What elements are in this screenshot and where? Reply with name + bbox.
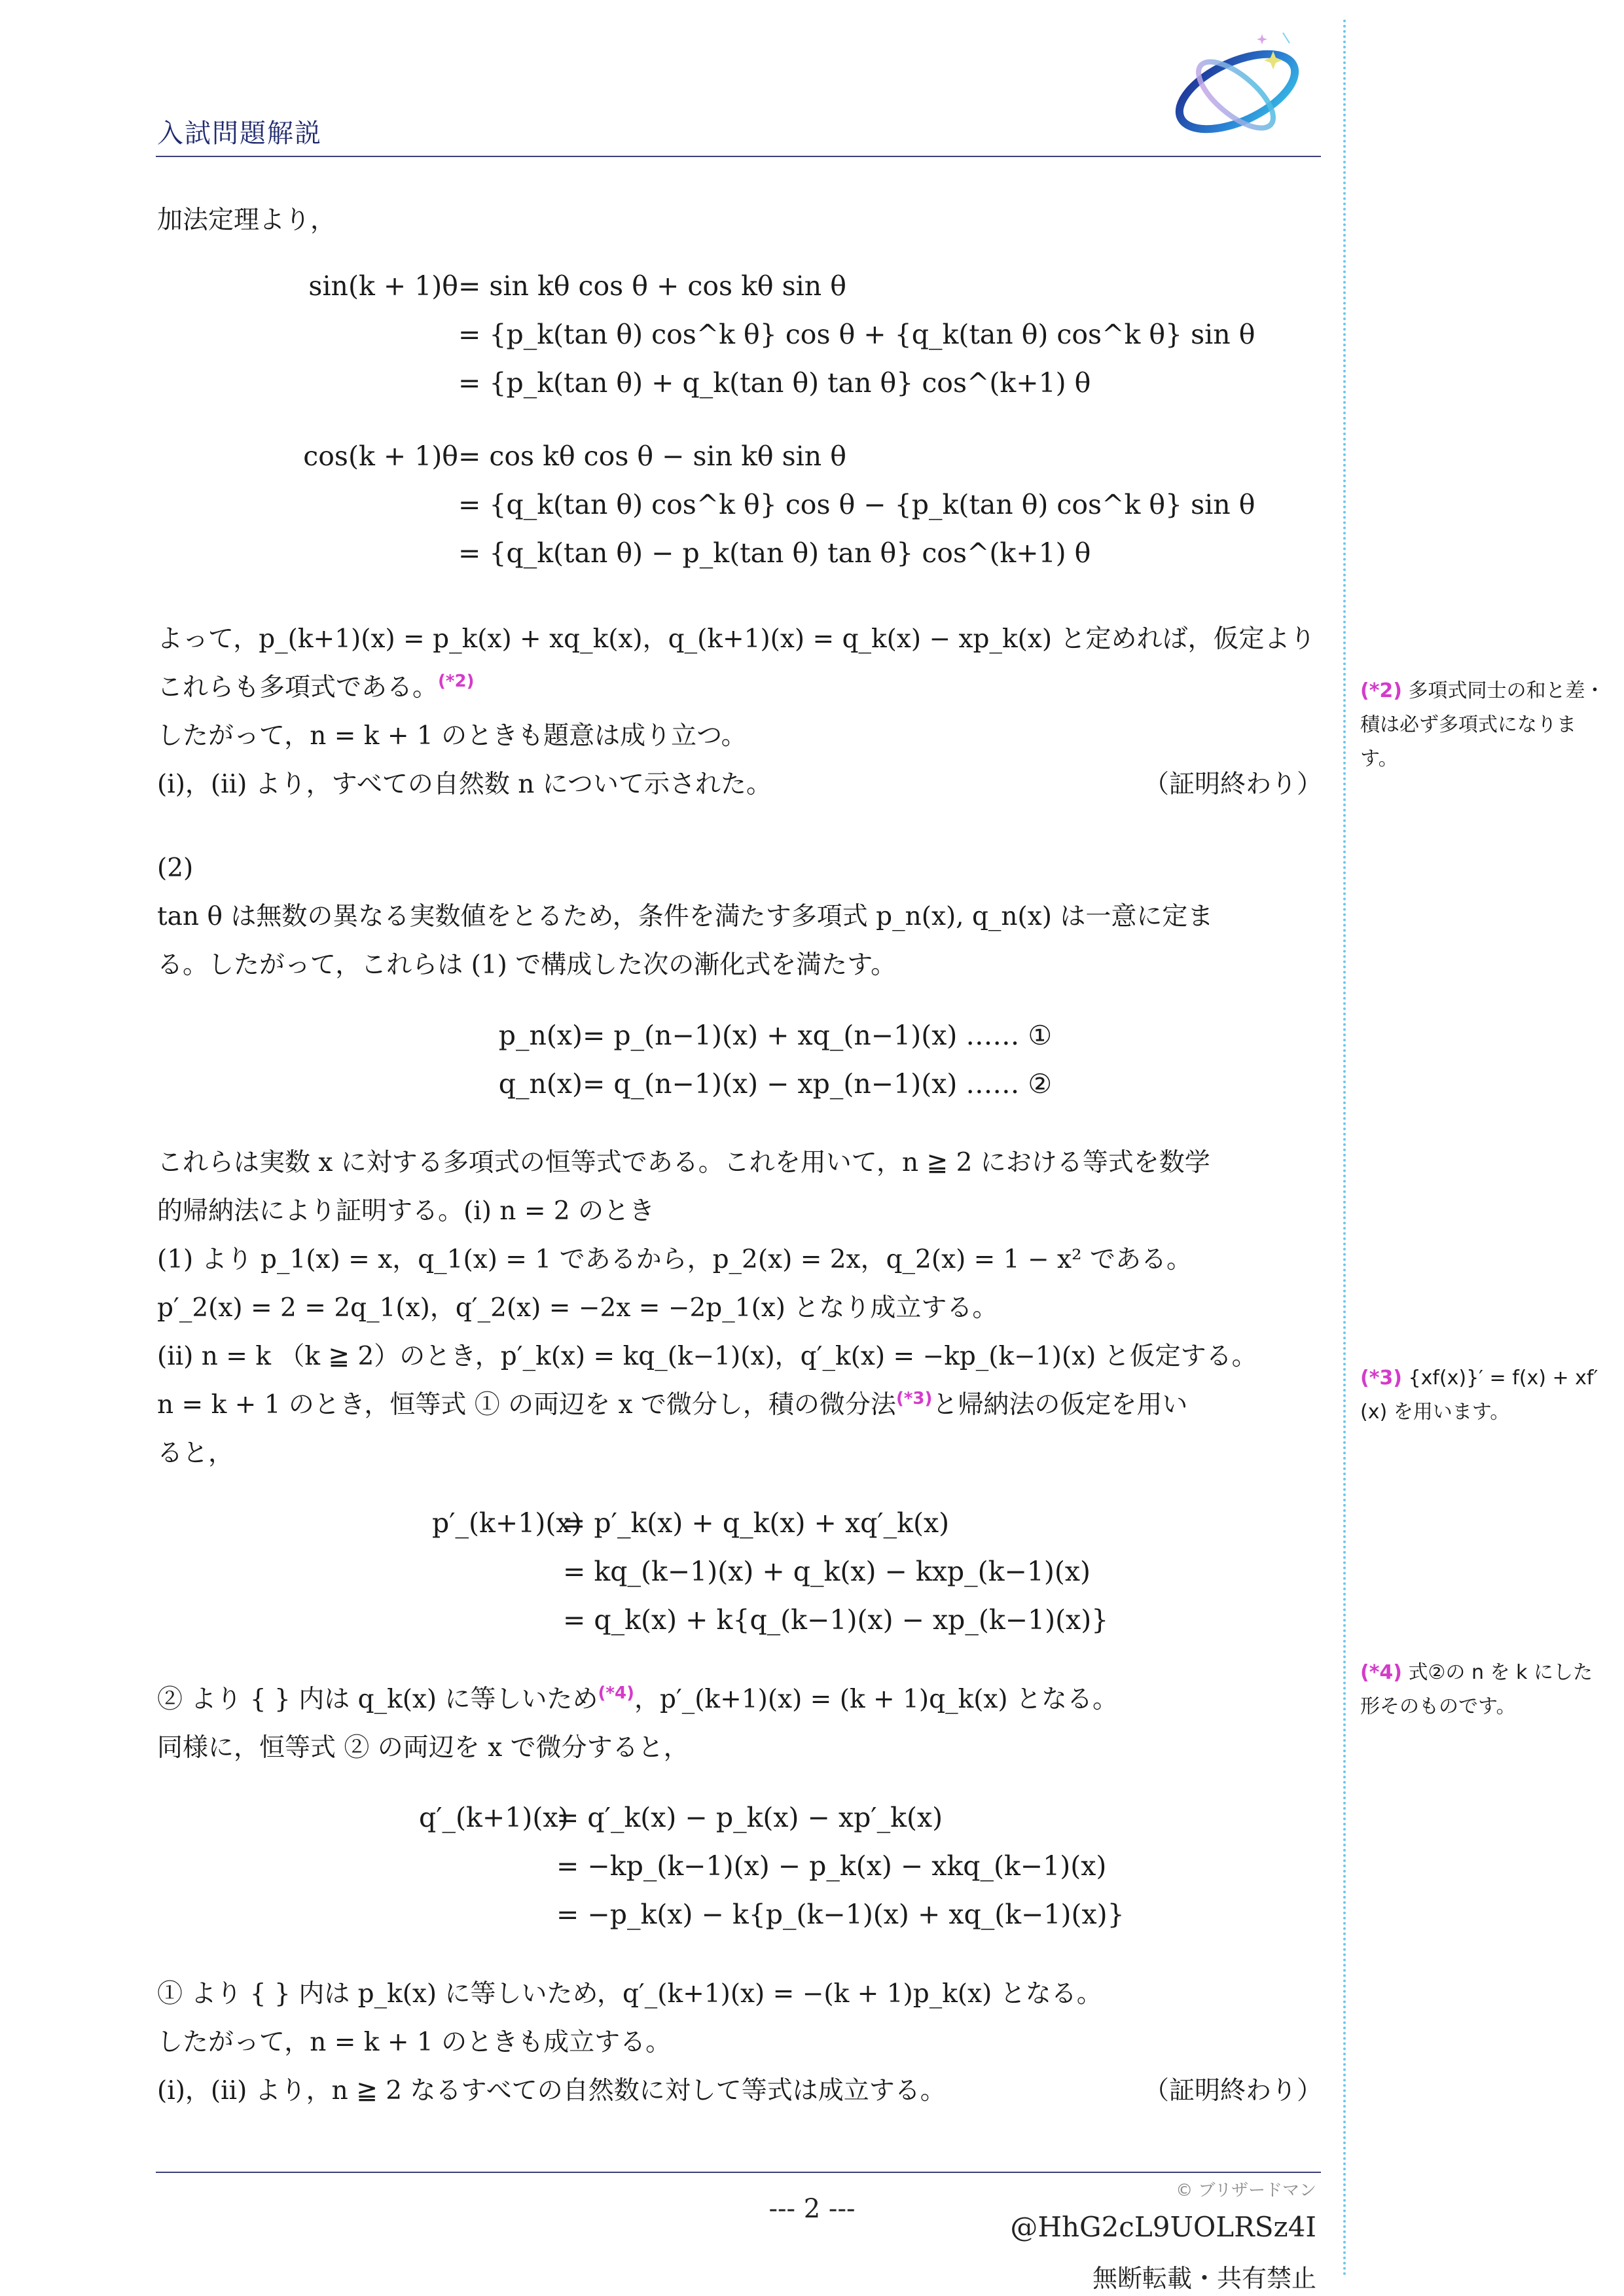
paragraph-p5-2: したがって，n = k + 1 のときも成立する。	[157, 2028, 672, 2057]
side-note-text: 多項式同士の和と差・積は必ず多項式になります。	[1360, 679, 1605, 770]
derivative-p	[432, 1499, 949, 1547]
paragraph-hence-1: よって，p_(k+1)(x) = p_k(x) + xq_k(x)，q_(k+1)(x) = q_k(x) − xp_k(x) と定めれば，仮定より	[157, 624, 1316, 654]
equation-rhs: = p′_k(x) + q_k(x) + xq′_k(x)	[563, 1507, 950, 1539]
copyright-text: © ブリザードマン	[1176, 2181, 1316, 2200]
equation-cos	[295, 432, 846, 480]
paragraph-p4-2: 同様に，恒等式 ② の両辺を x で微分すると，	[157, 1733, 689, 1763]
equation-lhs: sin(k + 1)θ	[308, 270, 458, 302]
p3-6-text-b: と帰納法の仮定を用い	[932, 1390, 1188, 1420]
paragraph-p5-3	[157, 2067, 1322, 2115]
derivative-q	[419, 1793, 943, 1842]
paragraph-conclusion-1	[157, 761, 1322, 809]
recurrence-1	[471, 1011, 1052, 1060]
hence-text: これらも多項式である。	[157, 673, 439, 702]
copy-notice: 無断転載・共有禁止	[1092, 2264, 1316, 2293]
footer-divider	[156, 2172, 1321, 2173]
part-2-heading: (2)	[157, 853, 194, 883]
side-note-tag: (*3)	[1360, 1367, 1402, 1390]
page-number: --- 2 ---	[768, 2194, 856, 2224]
paragraph-p3-4: p′_2(x) = 2 = 2q_1(x)，q′_2(x) = −2x = −2p_1(x) となり成立する。	[157, 1293, 998, 1323]
paragraph-p3-7: ると，	[157, 1439, 234, 1468]
equation-rhs: = cos kθ cos θ − sin kθ sin θ	[458, 440, 846, 472]
equation-rhs: = q_(n−1)(x) − xp_(n−1)(x) …… ②	[583, 1068, 1053, 1100]
paragraph-p5-1: ① より { } 内は p_k(x) に等しいため，q′_(k+1)(x) = −(k + 1)p_k(x) となる。	[157, 1979, 1102, 2009]
conclusion-text: (i)，(ii) より，すべての自然数 n について示された。	[157, 770, 772, 799]
equation-rhs: = p_(n−1)(x) + xq_(n−1)(x) …… ①	[583, 1020, 1053, 1051]
paragraph-hence-3: したがって，n = k + 1 のときも題意は成り立つ。	[157, 721, 747, 751]
note-ref-4: (*4)	[598, 1683, 634, 1703]
p3-6-text-a: n = k + 1 のとき，恒等式 ① の両辺を x で微分し，積の微分法	[157, 1390, 896, 1420]
proof-end-mark: （証明終わり）	[1143, 770, 1322, 799]
side-note-text: 式②の n を k にした形そのものです。	[1360, 1661, 1593, 1718]
equation-lhs: q_n(x)	[498, 1068, 583, 1100]
side-note-2	[1360, 674, 1609, 776]
equation-line: = −kp_(k−1)(x) − p_k(x) − xkq_(k−1)(x)	[556, 1850, 1107, 1882]
equation-lhs: p_n(x)	[498, 1020, 583, 1051]
equation-lhs: cos(k + 1)θ	[303, 440, 458, 472]
watermark-id: @HhG2cL9UOLRSz4I	[1010, 2211, 1316, 2243]
equation-line: = {p_k(tan θ) cos^k θ} cos θ + {q_k(tan θ) cos^k θ} sin θ	[458, 319, 1255, 350]
side-note-tag: (*4)	[1360, 1661, 1402, 1684]
paragraph-hence-2	[157, 664, 1322, 712]
paragraph-p3-5: (ii) n = k （k ≧ 2）のとき，p′_k(x) = kq_(k−1)(x)，q′_k(x) = −kp_(k−1)(x) と仮定する。	[157, 1342, 1257, 1371]
equation-lhs: q′_(k+1)(x)	[419, 1802, 569, 1833]
note-ref-3: (*3)	[895, 1389, 933, 1408]
conclusion-text: (i)，(ii) より，n ≧ 2 なるすべての自然数に対して等式は成立する。	[157, 2076, 946, 2106]
equation-lhs: p′_(k+1)(x)	[432, 1507, 582, 1539]
equation-rhs: = sin kθ cos θ + cos kθ sin θ	[458, 270, 846, 302]
paragraph-p2-2: る。したがって，これらは (1) で構成した次の漸化式を満たす。	[157, 950, 897, 980]
side-note-3	[1360, 1361, 1609, 1429]
paragraph-p4-1	[157, 1676, 1322, 1724]
equation-sin	[295, 262, 846, 310]
equation-line: = {p_k(tan θ) + q_k(tan θ) tan θ} cos^(k+1) θ	[458, 367, 1091, 399]
paragraph-p3-2: 的帰納法により証明する。(i) n = 2 のとき	[157, 1196, 655, 1226]
intro-text: 加法定理より，	[157, 206, 336, 235]
proof-end-mark: （証明終わり）	[1143, 2076, 1322, 2106]
p4-1-text-b: ，p′_(k+1)(x) = (k + 1)q_k(x) となる。	[634, 1685, 1119, 1714]
recurrence-2	[471, 1060, 1052, 1108]
header-divider	[156, 156, 1321, 157]
p4-1-text-a: ② より { } 内は q_k(x) に等しいため	[157, 1685, 598, 1714]
logo-icon	[1159, 20, 1316, 151]
header-title: 入試問題解説	[157, 118, 322, 149]
equation-line: = {q_k(tan θ) − p_k(tan θ) tan θ} cos^(k+1) θ	[458, 537, 1091, 569]
equation-line: = kq_(k−1)(x) + q_k(x) − kxp_(k−1)(x)	[563, 1556, 1091, 1587]
note-ref-2: (*2)	[438, 672, 475, 691]
paragraph-p3-1: これらは実数 x に対する多項式の恒等式である。これを用いて，n ≧ 2 における等式を数学	[157, 1148, 1210, 1177]
paragraph-p3-6	[157, 1381, 1322, 1429]
side-note-text: {xf(x)}′ = f(x) + xf′(x) を用います。	[1360, 1367, 1598, 1424]
paragraph-p2-1: tan θ は無数の異なる実数値をとるため，条件を満たす多項式 p_n(x), q_n(x) は一意に定ま	[157, 902, 1214, 931]
equation-line: = {q_k(tan θ) cos^k θ} cos θ − {p_k(tan θ) cos^k θ} sin θ	[458, 489, 1255, 520]
margin-divider	[1343, 20, 1346, 2278]
side-note-4	[1360, 1656, 1609, 1724]
equation-line: = q_k(x) + k{q_(k−1)(x) − xp_(k−1)(x)}	[563, 1604, 1109, 1636]
side-note-tag: (*2)	[1360, 679, 1402, 702]
equation-line: = −p_k(x) − k{p_(k−1)(x) + xq_(k−1)(x)}	[556, 1899, 1125, 1930]
paragraph-p3-3: (1) より p_1(x) = x，q_1(x) = 1 であるから，p_2(x) = 2x，q_2(x) = 1 − x² である。	[157, 1245, 1193, 1274]
equation-rhs: = q′_k(x) − p_k(x) − xp′_k(x)	[556, 1802, 943, 1833]
